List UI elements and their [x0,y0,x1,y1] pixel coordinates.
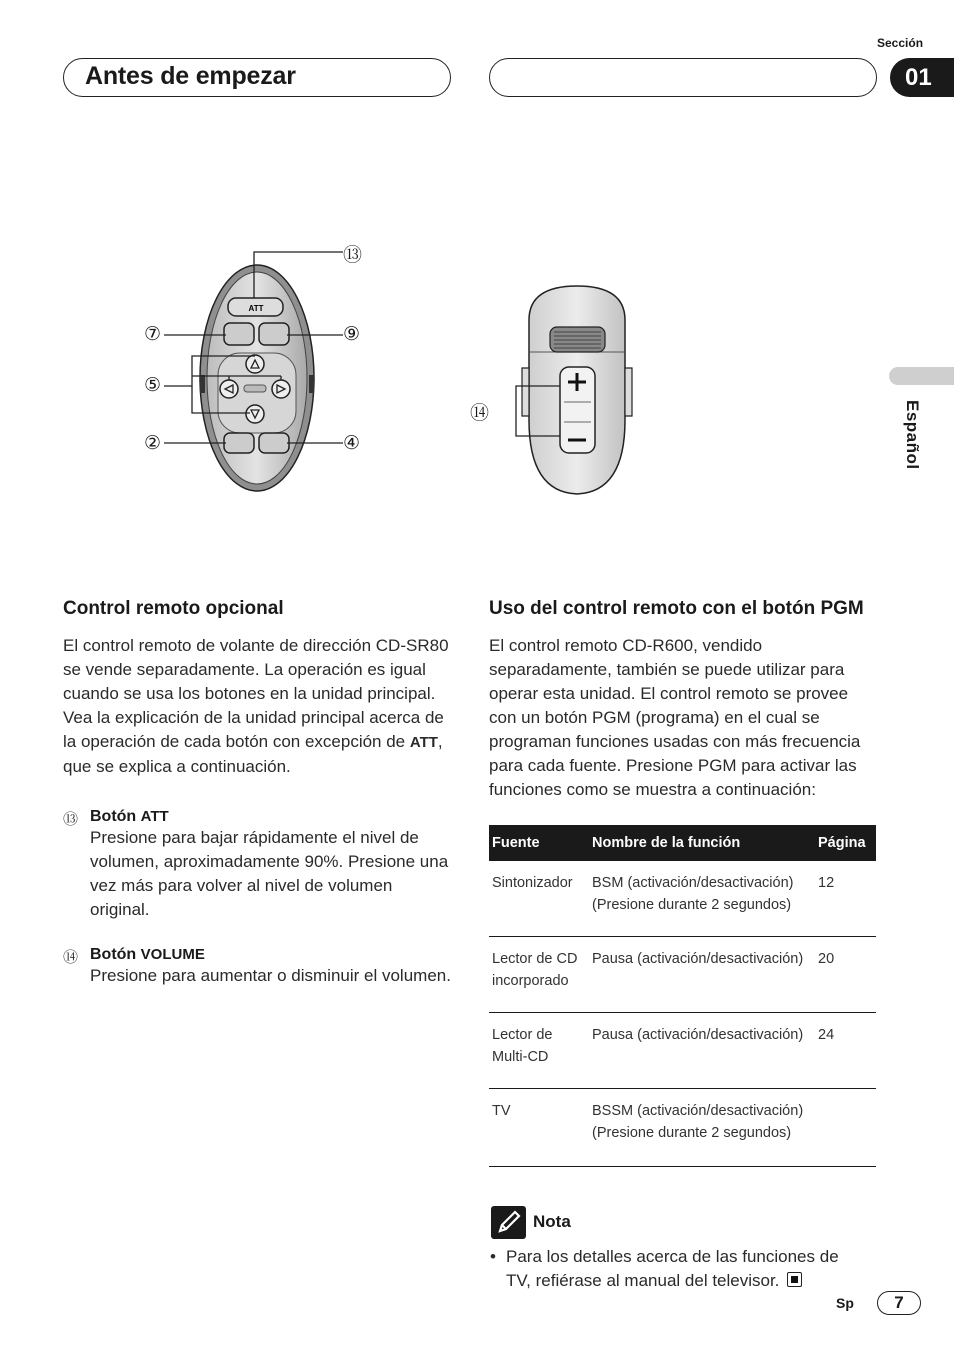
empty-title-frame [489,58,877,97]
note-icon [491,1206,526,1239]
right-column [489,597,879,1167]
remote-side-notch-right [309,375,314,393]
table-row [489,861,876,937]
section-number-badge: 01 [890,58,954,97]
section-heading-optional-remote: Control remoto opcional [63,598,284,619]
left-column [63,597,453,988]
callout-2: ② [144,433,162,454]
up-button [246,355,264,373]
optional-remote-intro [63,634,453,779]
cell-page: 24 [815,1013,876,1089]
callout-7: ⑦ [144,324,162,345]
cell-function: Pausa (activación/desactivación) [589,1013,815,1089]
col-header-source: Fuente [489,825,589,861]
language-tab-marker [889,367,954,385]
button-9 [259,323,289,345]
intro-text-end: , que se explica a continuación. [63,732,443,776]
callout-14: ⑭ [470,403,490,424]
cell-function: BSM (activación/desactivación) (Presione durante 2 segundos) [589,861,815,937]
page-title: Antes de empezar [85,62,296,90]
pgm-remote-illustration [500,280,650,500]
note-title: Nota [533,1212,571,1231]
footer-language-code: Sp [836,1295,854,1311]
pgm-intro: El control remoto CD-R600, vendido separadamente, también se puede utilizar para operar esta unidad. El control remoto se provee con un botón PGM (programa) en el cual se programan funciones usadas con más frecuencia para cada fuente. Presione PGM para activar las funciones como se muestra a continuación: [489,636,861,799]
cell-source: Sintonizador [489,861,589,937]
callout-5: ⑤ [144,375,162,396]
cell-function: BSSM (activación/desactivación) (Presione durante 2 segundos) [589,1089,815,1167]
cell-function: Pausa (activación/desactivación) [589,937,815,1013]
end-mark-icon [787,1272,802,1287]
right-button [272,380,290,398]
table-row [489,937,876,1013]
item-volume [63,946,453,988]
section-label: Sección [877,36,924,50]
cell-source: TV [489,1089,589,1167]
title-frame [63,58,451,97]
item-att-number: ⑬ [63,811,79,828]
cell-source: Lector de CD incorporado [489,937,589,1013]
table-row [489,1089,876,1167]
table-header-row [489,825,876,861]
button-4 [259,433,289,453]
item-volume-number: ⑭ [63,949,79,966]
item-att-text: Presione para bajar rápidamente el nivel de volumen, aproximadamente 90%. Presione una vez más para volver al nivel de volumen original. [90,828,449,919]
cell-page [815,1089,876,1167]
section-heading-pgm: Uso del control remoto con el botón PGM [489,598,864,619]
cell-source: Lector de Multi-CD [489,1013,589,1089]
remote-side-notch-left [200,375,205,393]
callout-13: ⑬ [343,245,363,266]
item-att [63,808,453,922]
button-7 [224,323,254,345]
item-volume-heading: Botón VOLUME [90,946,205,963]
table-row [489,1013,876,1089]
pgm-side-clip-right [625,368,632,416]
center-slot [244,385,266,392]
col-header-page: Página [815,825,876,861]
cell-page: 20 [815,937,876,1013]
language-tab-label: Español [903,400,922,470]
button-2 [224,433,254,453]
left-button [220,380,238,398]
callout-9: ⑨ [343,324,361,345]
down-button [246,405,264,423]
callout-4: ④ [343,433,361,454]
pgm-side-clip-left [522,368,529,416]
note-bullet: • Para los detalles acerca de las funciones de TV, refiérase al manual del televisor. [490,1247,839,1290]
cell-page: 12 [815,861,876,937]
steering-remote-illustration [140,235,380,505]
intro-att-key: ATT [409,734,438,751]
item-volume-text: Presione para aumentar o disminuir el volumen. [90,966,451,985]
note-bullet-text: Para los detalles acerca de las funciones de TV, refiérase al manual del televisor. [506,1247,839,1290]
col-header-function: Nombre de la función [589,825,815,861]
intro-text: El control remoto de volante de dirección CD-SR80 se vende separadamente. La operación es igual cuando se usa los botones en la unidad principal. Vea la explicación de la unidad principal acerca de la operación de cada botón con excepción de [63,636,449,751]
item-att-heading: Botón ATT [90,808,169,825]
att-button-label: ATT [248,304,264,313]
pgm-function-table [489,825,876,1167]
page-number: 7 [877,1291,921,1315]
